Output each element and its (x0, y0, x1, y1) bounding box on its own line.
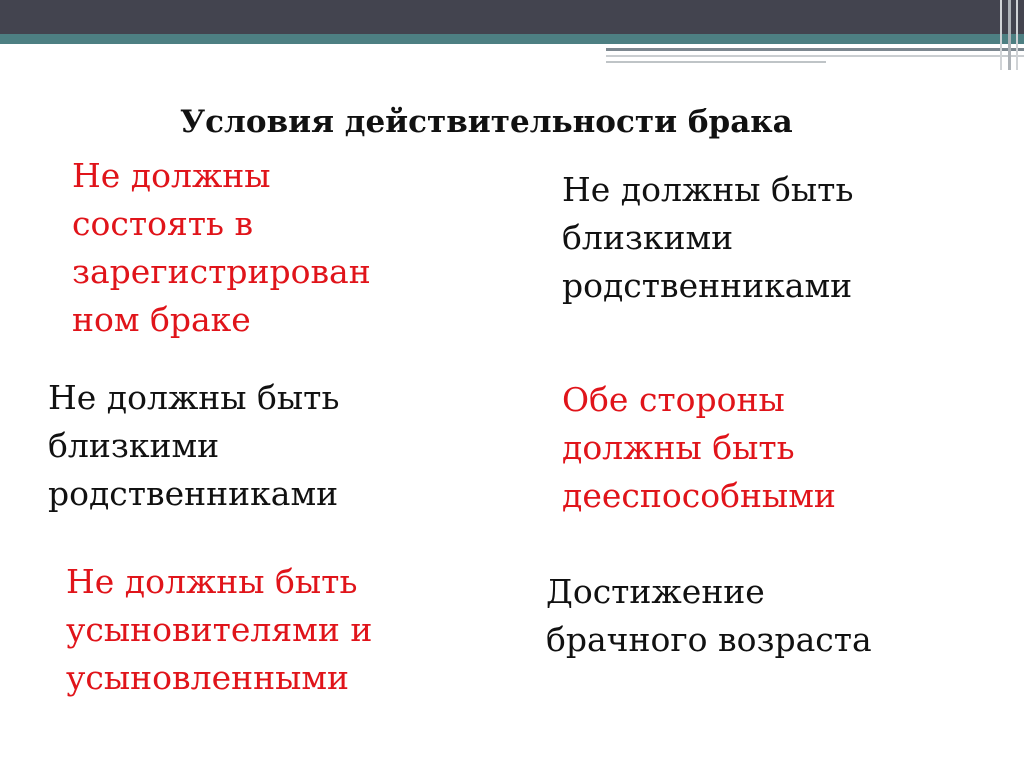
condition-marriage-age (546, 568, 872, 664)
header-bar (0, 0, 1024, 34)
condition-line: Не должны быть (66, 562, 358, 601)
condition-line: Обе стороны (562, 380, 785, 419)
condition-line: должны быть (562, 428, 795, 467)
condition-line: ном браке (72, 300, 251, 339)
condition-line: усыновителями и (66, 610, 373, 649)
header-decor-line (1000, 0, 1002, 70)
condition-line: Достижение (546, 572, 765, 611)
condition-line: дееспособными (562, 476, 836, 515)
header-decor-line (1008, 0, 1011, 70)
condition-line: Не должны (72, 156, 271, 195)
condition-legal-capacity (562, 376, 836, 520)
condition-line: близкими (48, 426, 220, 465)
condition-line: брачного возраста (546, 620, 872, 659)
condition-not-relatives (562, 166, 853, 310)
slide-title: Условия действительности брака (180, 104, 793, 140)
header-decor-line (1016, 0, 1018, 70)
condition-not-adoptive (66, 558, 372, 702)
condition-line: состоять в (72, 204, 254, 243)
header-decor-line (606, 55, 1024, 57)
condition-line: родственниками (562, 266, 853, 305)
condition-line: усыновленными (66, 658, 350, 697)
header-decor-line (606, 61, 826, 63)
condition-not-relatives-2 (48, 374, 339, 518)
condition-not-married (72, 152, 371, 344)
condition-line: родственниками (48, 474, 339, 513)
header-accent-bar (0, 34, 1024, 44)
header-decor-line (606, 48, 1024, 51)
condition-line: близкими (562, 218, 734, 257)
condition-line: зарегистрирован (72, 252, 371, 291)
condition-line: Не должны быть (48, 378, 340, 417)
condition-line: Не должны быть (562, 170, 854, 209)
